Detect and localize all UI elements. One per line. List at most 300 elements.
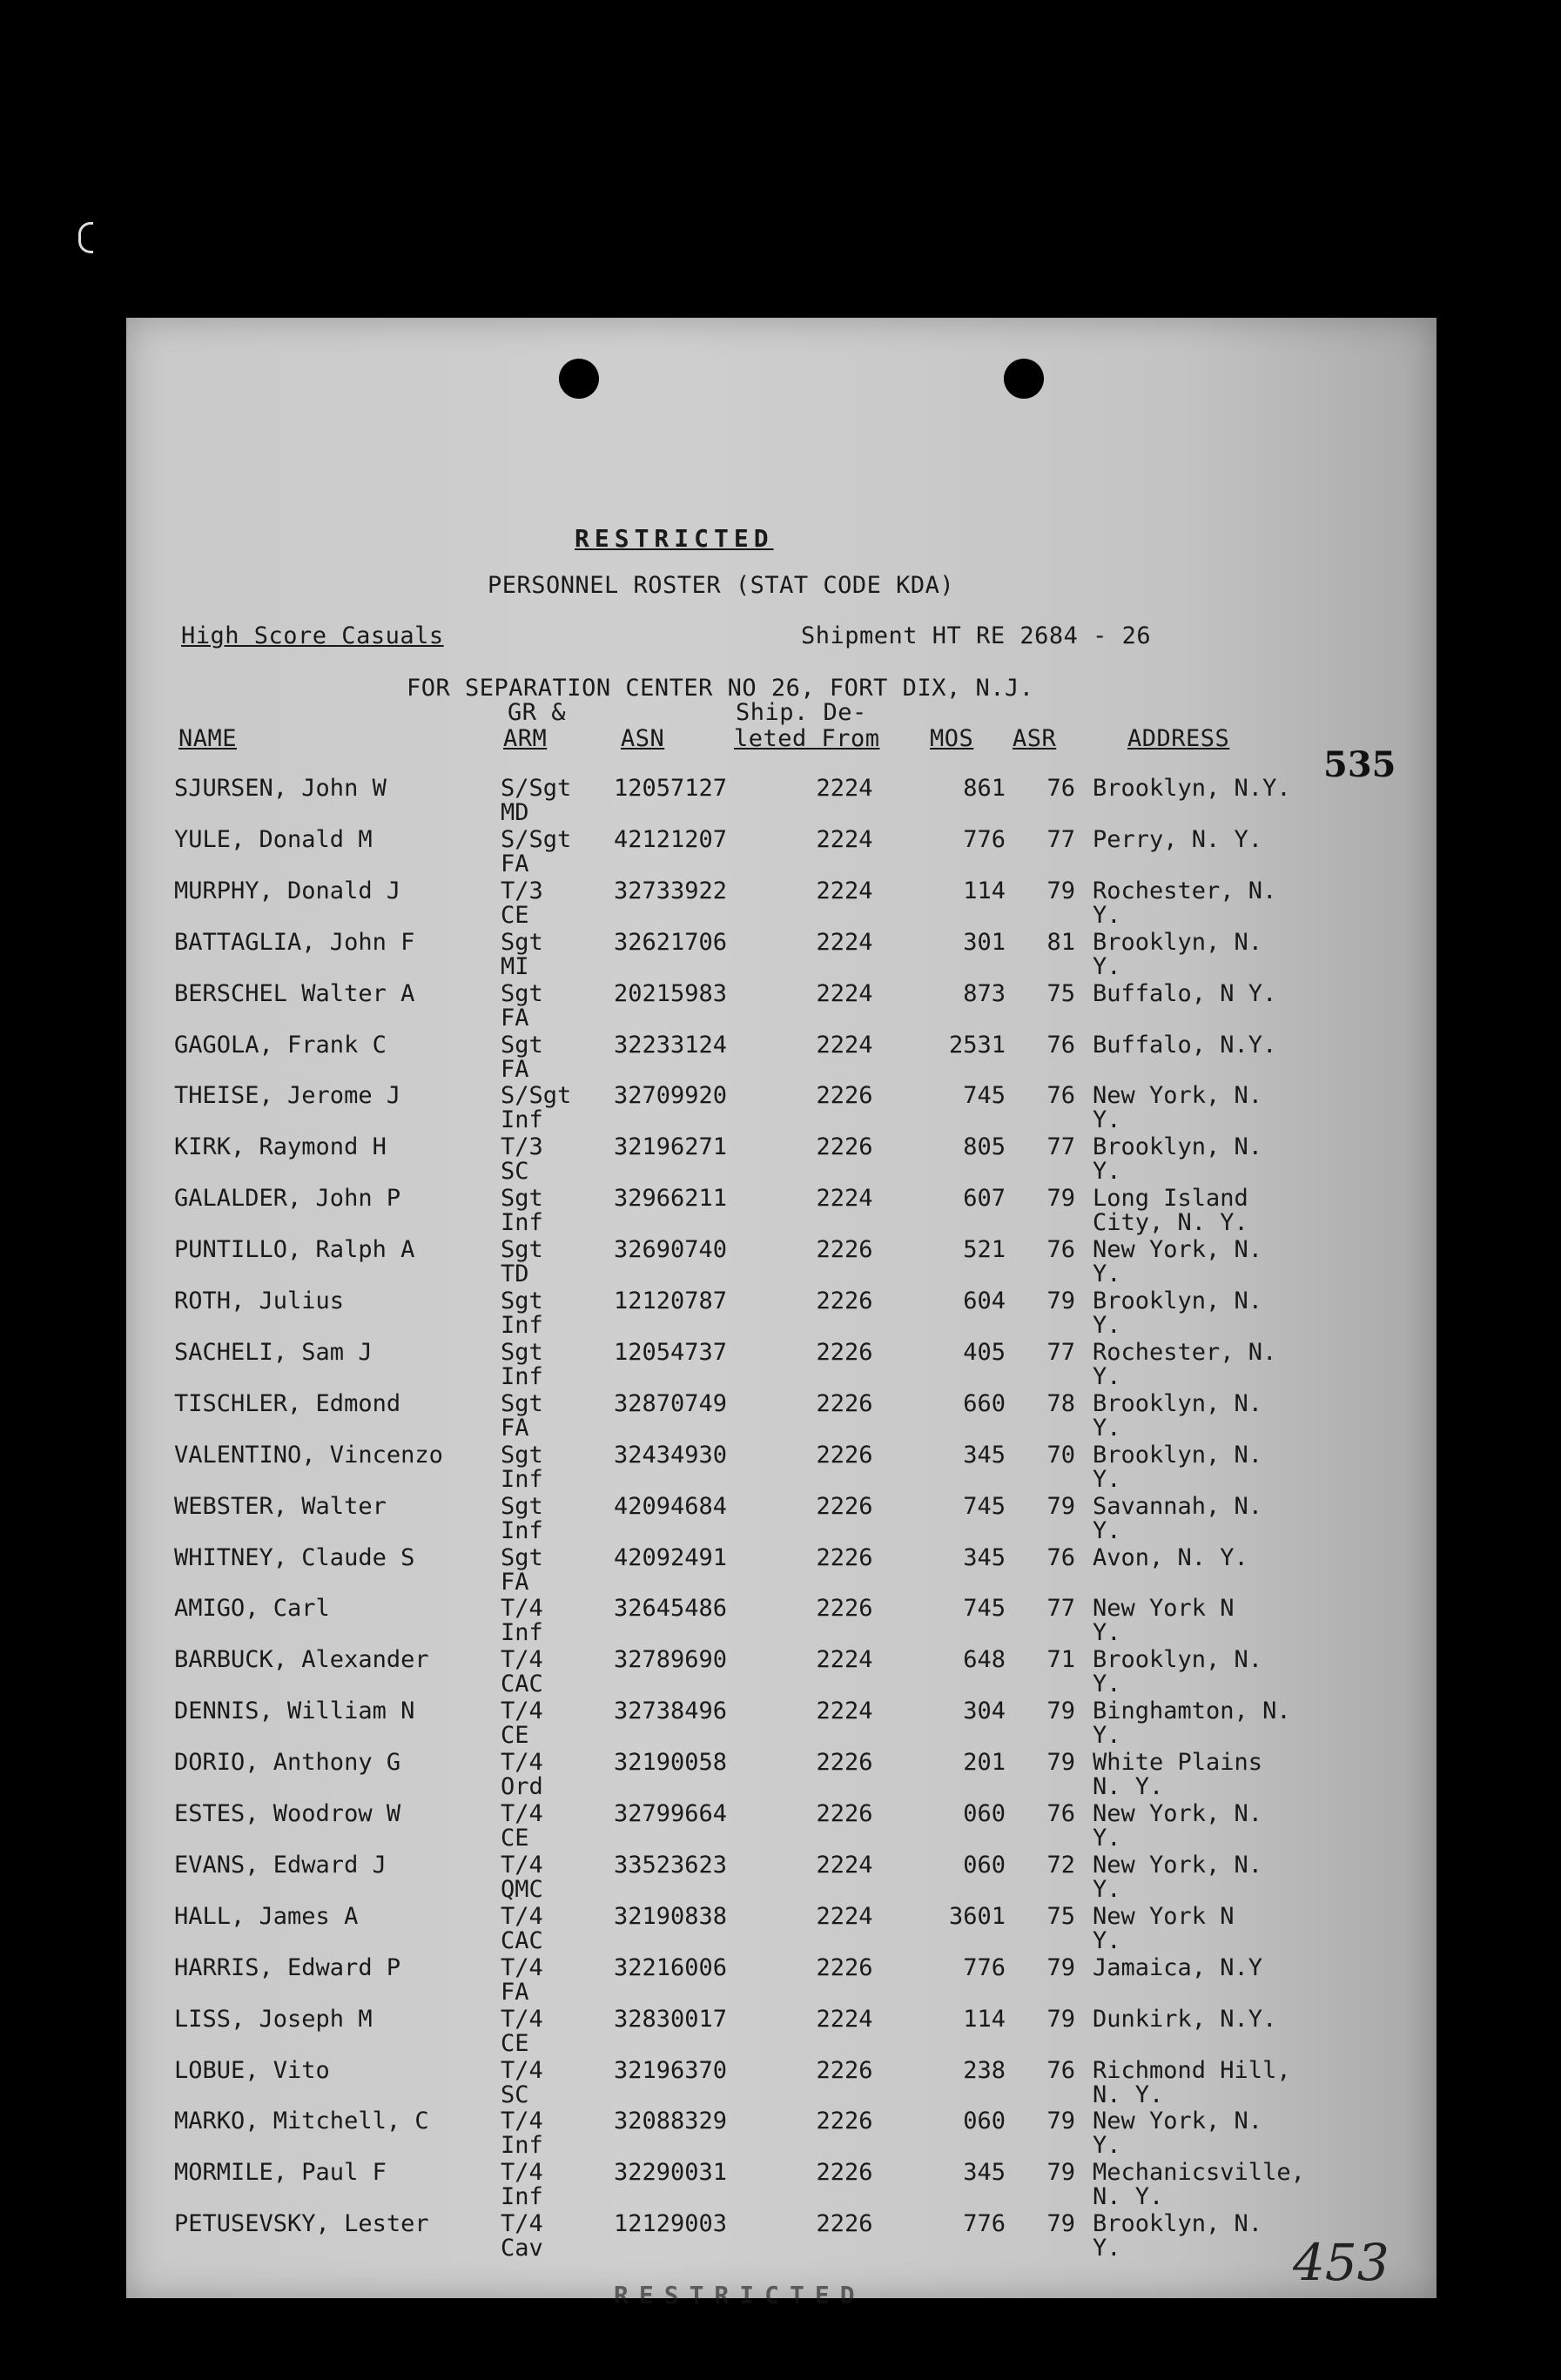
row-asn: 42094684 (614, 1492, 728, 1520)
col-gr-top: GR & (508, 699, 567, 726)
table-row (126, 1903, 1437, 1954)
row-asr: 77 (1046, 1338, 1075, 1366)
row-asr: 78 (1046, 1389, 1075, 1417)
row-ship-from: 2226 (816, 2159, 873, 2187)
row-address-line1: Long Island (1093, 1185, 1248, 1213)
row-ship-from: 2224 (816, 877, 873, 904)
row-ship-from: 2226 (816, 2210, 873, 2238)
row-name: MURPHY, Donald J (174, 877, 401, 904)
destination-line: FOR SEPARATION CENTER NO 26, FORT DIX, N.J. (407, 675, 1034, 702)
row-ship-from: 2226 (816, 1595, 873, 1623)
row-ship-from: 2224 (816, 1902, 873, 1930)
row-asn: 32738496 (614, 1698, 728, 1725)
row-asr: 76 (1046, 1082, 1075, 1110)
row-mos: 060 (963, 2108, 1006, 2135)
row-address-line2: N. Y. (1093, 2183, 1164, 2211)
table-row (126, 2210, 1437, 2262)
row-mos: 2531 (948, 1031, 1006, 1059)
row-address-line2: N. Y. (1093, 2081, 1164, 2108)
table-row (126, 2159, 1437, 2210)
row-address-line1: Brooklyn, N. (1093, 928, 1263, 956)
row-asr: 81 (1046, 928, 1075, 956)
row-address-line1: New York, N. (1093, 1800, 1263, 1827)
row-arm: FA (501, 1978, 529, 2006)
row-ship-from: 2226 (816, 2056, 873, 2084)
row-asn: 12057127 (614, 775, 728, 802)
row-arm: CE (501, 1722, 529, 1750)
row-grade: Sgt (501, 1338, 543, 1366)
row-name: GAGOLA, Frank C (174, 1031, 387, 1059)
row-arm: TD (501, 1261, 529, 1288)
row-asn: 32434930 (614, 1441, 728, 1469)
row-asr: 79 (1046, 1953, 1075, 1981)
table-row (126, 1287, 1437, 1339)
row-ship-from: 2224 (816, 2005, 873, 2033)
row-grade: Sgt (501, 1389, 543, 1417)
row-arm: FA (501, 1568, 529, 1596)
row-name: MORMILE, Paul F (174, 2159, 387, 2187)
row-address-line1: Dunkirk, N.Y. (1093, 2005, 1277, 2033)
row-address-line2: City, N. Y. (1093, 1209, 1248, 1237)
row-address-line1: Buffalo, N.Y. (1093, 1031, 1277, 1059)
row-ship-from: 2224 (816, 1851, 873, 1879)
row-asn: 32196370 (614, 2056, 728, 2084)
row-asn: 32088329 (614, 2108, 728, 2135)
row-address-line1: White Plains (1093, 1749, 1263, 1777)
handwritten-number: 453 (1293, 2233, 1389, 2292)
row-asr: 77 (1046, 1595, 1075, 1623)
row-address-line1: Jamaica, N.Y (1093, 1953, 1263, 1981)
row-name: WHITNEY, Claude S (174, 1543, 415, 1571)
classification-heading: RESTRICTED (575, 524, 774, 553)
row-address-line1: Savannah, N. (1093, 1492, 1263, 1520)
col-ship-bottom: leted From (734, 725, 880, 752)
table-row (126, 1800, 1437, 1852)
row-asr: 72 (1046, 1851, 1075, 1879)
row-address-line1: Perry, N. Y. (1093, 825, 1263, 853)
row-address-line2: Y. (1093, 901, 1121, 929)
row-name: SJURSEN, John W (174, 775, 387, 802)
row-asn: 32290031 (614, 2159, 728, 2187)
col-name: NAME (178, 725, 238, 752)
row-arm: SC (501, 2081, 529, 2108)
row-asr: 77 (1046, 1133, 1075, 1161)
table-row (126, 2108, 1437, 2159)
row-asn: 32830017 (614, 2005, 728, 2033)
row-grade: S/Sgt (501, 825, 572, 853)
table-row (126, 1390, 1437, 1442)
film-edge-mark (78, 222, 93, 253)
row-asr: 75 (1046, 1902, 1075, 1930)
row-ship-from: 2226 (816, 1287, 873, 1314)
row-address-line2: Y. (1093, 2132, 1121, 2160)
row-mos: 345 (963, 1543, 1006, 1571)
row-address-line2: Y. (1093, 2235, 1121, 2262)
row-grade: T/4 (501, 1595, 543, 1623)
row-asn: 42092491 (614, 1543, 728, 1571)
col-address: ADDRESS (1127, 725, 1230, 752)
row-arm: FA (501, 850, 529, 877)
row-asn: 32216006 (614, 1953, 728, 1981)
row-address-line2: Y. (1093, 1875, 1121, 1903)
row-address-line2: Y. (1093, 1671, 1121, 1698)
row-name: BARBUCK, Alexander (174, 1646, 429, 1674)
table-row (126, 1749, 1437, 1800)
row-name: WEBSTER, Walter (174, 1492, 387, 1520)
row-asr: 75 (1046, 979, 1075, 1007)
row-asr: 79 (1046, 2159, 1075, 2187)
table-row (126, 1133, 1437, 1185)
table-row (126, 929, 1437, 980)
row-address-line1: Brooklyn, N.Y. (1093, 775, 1291, 802)
row-ship-from: 2224 (816, 825, 873, 853)
row-arm: SC (501, 1158, 529, 1186)
row-grade: Sgt (501, 928, 543, 956)
row-mos: 660 (963, 1389, 1006, 1417)
row-mos: 3601 (948, 1902, 1006, 1930)
row-ship-from: 2224 (816, 1698, 873, 1725)
row-asn: 42121207 (614, 825, 728, 853)
row-address-line1: New York, N. (1093, 1851, 1263, 1879)
row-asn: 32233124 (614, 1031, 728, 1059)
table-row (126, 877, 1437, 929)
row-name: SACHELI, Sam J (174, 1338, 373, 1366)
row-grade: T/4 (501, 1953, 543, 1981)
table-row (126, 826, 1437, 877)
row-address-line2: Y. (1093, 1825, 1121, 1852)
row-name: ROTH, Julius (174, 1287, 345, 1314)
row-arm: CAC (501, 1671, 543, 1698)
row-asr: 71 (1046, 1646, 1075, 1674)
row-mos: 745 (963, 1082, 1006, 1110)
row-address-line2: Y. (1093, 1516, 1121, 1544)
row-asn: 32733922 (614, 877, 728, 904)
row-address-line1: Binghamton, N. (1093, 1698, 1291, 1725)
row-arm: Inf (501, 2132, 543, 2160)
row-address-line2: Y. (1093, 1158, 1121, 1186)
row-mos: 114 (963, 877, 1006, 904)
row-address-line2: Y. (1093, 1261, 1121, 1288)
table-row (126, 2057, 1437, 2108)
table-row (126, 775, 1437, 826)
row-asr: 70 (1046, 1441, 1075, 1469)
row-mos: 648 (963, 1646, 1006, 1674)
row-name: MARKO, Mitchell, C (174, 2108, 429, 2135)
row-mos: 201 (963, 1749, 1006, 1777)
row-grade: T/4 (501, 1698, 543, 1725)
row-grade: T/4 (501, 2210, 543, 2238)
table-row (126, 1339, 1437, 1390)
row-asr: 79 (1046, 2108, 1075, 2135)
row-arm: Inf (501, 2183, 543, 2211)
row-mos: 745 (963, 1595, 1006, 1623)
page-number: 535 (1323, 744, 1396, 785)
row-grade: T/4 (501, 1800, 543, 1827)
row-address-line2: Y. (1093, 1465, 1121, 1493)
row-arm: Inf (501, 1619, 543, 1647)
row-asn: 32645486 (614, 1595, 728, 1623)
row-grade: Sgt (501, 1492, 543, 1520)
row-asn: 32789690 (614, 1646, 728, 1674)
row-mos: 805 (963, 1133, 1006, 1161)
row-address-line1: Brooklyn, N. (1093, 1389, 1263, 1417)
row-mos: 861 (963, 775, 1006, 802)
row-grade: Sgt (501, 1543, 543, 1571)
row-grade: Sgt (501, 1441, 543, 1469)
punch-hole-right (1004, 359, 1044, 399)
row-grade: Sgt (501, 1185, 543, 1213)
row-asn: 32190058 (614, 1749, 728, 1777)
row-name: PETUSEVSKY, Lester (174, 2210, 429, 2238)
row-arm: MI (501, 952, 529, 980)
row-asr: 79 (1046, 1185, 1075, 1213)
row-asn: 32621706 (614, 928, 728, 956)
row-name: EVANS, Edward J (174, 1851, 387, 1879)
col-asr: ASR (1013, 725, 1057, 752)
row-grade: S/Sgt (501, 775, 572, 802)
table-row (126, 1032, 1437, 1083)
row-ship-from: 2226 (816, 2108, 873, 2135)
row-address-line2: N. Y. (1093, 1773, 1164, 1801)
row-address-line2: Y. (1093, 1926, 1121, 1954)
table-row (126, 1698, 1437, 1749)
shipment-number: Shipment HT RE 2684 - 26 (801, 622, 1152, 649)
row-mos: 521 (963, 1236, 1006, 1264)
row-address-line2: Y. (1093, 952, 1121, 980)
row-asn: 20215983 (614, 979, 728, 1007)
col-asn: ASN (621, 725, 665, 752)
row-address-line1: Brooklyn, N. (1093, 1646, 1263, 1674)
row-name: DORIO, Anthony G (174, 1749, 401, 1777)
row-name: YULE, Donald M (174, 825, 373, 853)
row-address-line1: New York N (1093, 1902, 1235, 1930)
document-title: PERSONNEL ROSTER (STAT CODE KDA) (488, 572, 955, 599)
row-address-line1: New York, N. (1093, 1082, 1263, 1110)
row-ship-from: 2226 (816, 1133, 873, 1161)
row-ship-from: 2224 (816, 775, 873, 802)
row-arm: Cav (501, 2235, 543, 2262)
row-grade: T/4 (501, 1851, 543, 1879)
row-arm: Inf (501, 1312, 543, 1339)
row-grade: T/4 (501, 2056, 543, 2084)
row-address-line1: Avon, N. Y. (1093, 1543, 1248, 1571)
row-name: BERSCHEL Walter A (174, 979, 415, 1007)
row-asr: 79 (1046, 2210, 1075, 2238)
row-name: LOBUE, Vito (174, 2056, 330, 2084)
row-arm: Inf (501, 1362, 543, 1390)
row-mos: 345 (963, 1441, 1006, 1469)
row-arm: CAC (501, 1926, 543, 1954)
group-label: High Score Casuals (181, 622, 444, 649)
table-row (126, 1082, 1437, 1133)
row-grade: T/4 (501, 2005, 543, 2033)
row-address-line1: New York, N. (1093, 2108, 1263, 2135)
table-row (126, 1646, 1437, 1698)
row-grade: Sgt (501, 1287, 543, 1314)
row-grade: Sgt (501, 979, 543, 1007)
row-name: DENNIS, William N (174, 1698, 415, 1725)
row-grade: T/4 (501, 2159, 543, 2187)
row-ship-from: 2226 (816, 1749, 873, 1777)
row-address-line1: Richmond Hill, (1093, 2056, 1291, 2084)
row-asr: 76 (1046, 1800, 1075, 1827)
row-name: LISS, Joseph M (174, 2005, 373, 2033)
row-name: HALL, James A (174, 1902, 359, 1930)
row-mos: 604 (963, 1287, 1006, 1314)
row-arm: FA (501, 1055, 529, 1083)
row-ship-from: 2224 (816, 1031, 873, 1059)
row-address-line1: Brooklyn, N. (1093, 1287, 1263, 1314)
punch-hole-left (559, 359, 599, 399)
row-arm: Ord (501, 1773, 543, 1801)
row-asr: 76 (1046, 1543, 1075, 1571)
row-grade: T/4 (501, 1646, 543, 1674)
row-arm: Inf (501, 1209, 543, 1237)
row-address-line2: Y. (1093, 1619, 1121, 1647)
row-arm: MD (501, 799, 529, 826)
row-asn: 33523623 (614, 1851, 728, 1879)
row-arm: Inf (501, 1106, 543, 1134)
row-arm: FA (501, 1414, 529, 1442)
row-ship-from: 2226 (816, 1082, 873, 1110)
table-row (126, 980, 1437, 1032)
row-asr: 76 (1046, 2056, 1075, 2084)
row-ship-from: 2226 (816, 1800, 873, 1827)
table-row (126, 1442, 1437, 1493)
row-asr: 77 (1046, 825, 1075, 853)
row-address-line1: New York, N. (1093, 1236, 1263, 1264)
row-grade: Sgt (501, 1031, 543, 1059)
row-grade: T/4 (501, 1902, 543, 1930)
row-asr: 79 (1046, 1287, 1075, 1314)
table-row (126, 1954, 1437, 2006)
table-row (126, 1236, 1437, 1287)
row-address-line2: Y. (1093, 1722, 1121, 1750)
row-mos: 060 (963, 1800, 1006, 1827)
row-address-line1: Buffalo, N Y. (1093, 979, 1277, 1007)
row-grade: T/3 (501, 1133, 543, 1161)
roster-page (126, 318, 1437, 2309)
row-asr: 79 (1046, 1492, 1075, 1520)
row-ship-from: 2224 (816, 1646, 873, 1674)
row-grade: T/4 (501, 2108, 543, 2135)
row-address-line2: Y. (1093, 1362, 1121, 1390)
row-address-line1: Brooklyn, N. (1093, 2210, 1263, 2238)
row-grade: Sgt (501, 1236, 543, 1264)
row-mos: 607 (963, 1185, 1006, 1213)
row-grade: T/4 (501, 1749, 543, 1777)
row-asn: 32870749 (614, 1389, 728, 1417)
row-grade: T/3 (501, 877, 543, 904)
row-ship-from: 2226 (816, 1236, 873, 1264)
row-address-line1: Rochester, N. (1093, 1338, 1277, 1366)
row-asn: 32196271 (614, 1133, 728, 1161)
row-ship-from: 2226 (816, 1543, 873, 1571)
footer-classification: RESTRICTED (614, 2281, 865, 2309)
row-mos: 405 (963, 1338, 1006, 1366)
row-arm: CE (501, 1825, 529, 1852)
row-mos: 238 (963, 2056, 1006, 2084)
row-address-line1: New York N (1093, 1595, 1235, 1623)
row-arm: CE (501, 2029, 529, 2057)
row-arm: FA (501, 1004, 529, 1032)
row-address-line1: Rochester, N. (1093, 877, 1277, 904)
row-name: HARRIS, Edward P (174, 1953, 401, 1981)
row-asn: 32799664 (614, 1800, 728, 1827)
row-ship-from: 2224 (816, 928, 873, 956)
row-mos: 304 (963, 1698, 1006, 1725)
row-asn: 12120787 (614, 1287, 728, 1314)
row-mos: 345 (963, 2159, 1006, 2187)
row-arm: CE (501, 901, 529, 929)
row-name: KIRK, Raymond H (174, 1133, 387, 1161)
row-address-line2: Y. (1093, 1106, 1121, 1134)
row-asr: 79 (1046, 877, 1075, 904)
row-address-line2: Y. (1093, 1312, 1121, 1339)
row-asr: 76 (1046, 1236, 1075, 1264)
row-asn: 32190838 (614, 1902, 728, 1930)
row-mos: 301 (963, 928, 1006, 956)
row-mos: 873 (963, 979, 1006, 1007)
row-ship-from: 2224 (816, 979, 873, 1007)
row-asn: 12129003 (614, 2210, 728, 2238)
row-asn: 12054737 (614, 1338, 728, 1366)
row-name: PUNTILLO, Ralph A (174, 1236, 415, 1264)
row-mos: 776 (963, 1953, 1006, 1981)
row-ship-from: 2224 (816, 1185, 873, 1213)
table-row (126, 1595, 1437, 1646)
row-asr: 79 (1046, 2005, 1075, 2033)
table-row (126, 1185, 1437, 1236)
row-asr: 76 (1046, 1031, 1075, 1059)
row-arm: Inf (501, 1516, 543, 1544)
row-arm: QMC (501, 1875, 543, 1903)
row-mos: 060 (963, 1851, 1006, 1879)
row-asn: 32709920 (614, 1082, 728, 1110)
row-name: ESTES, Woodrow W (174, 1800, 401, 1827)
table-row (126, 1852, 1437, 1903)
table-row (126, 1493, 1437, 1544)
row-name: THEISE, Jerome J (174, 1082, 401, 1110)
row-mos: 776 (963, 2210, 1006, 2238)
row-ship-from: 2226 (816, 1441, 873, 1469)
row-grade: S/Sgt (501, 1082, 572, 1110)
col-ship-top: Ship. De- (736, 699, 867, 726)
col-mos: MOS (930, 725, 974, 752)
row-asr: 76 (1046, 775, 1075, 802)
row-name: BATTAGLIA, John F (174, 928, 415, 956)
row-address-line1: Mechanicsville, (1093, 2159, 1305, 2187)
row-ship-from: 2226 (816, 1492, 873, 1520)
row-address-line2: Y. (1093, 1414, 1121, 1442)
table-row (126, 1544, 1437, 1596)
row-address-line1: Brooklyn, N. (1093, 1133, 1263, 1161)
row-name: VALENTINO, Vincenzo (174, 1441, 443, 1469)
table-row (126, 2006, 1437, 2057)
row-name: AMIGO, Carl (174, 1595, 330, 1623)
row-asn: 32966211 (614, 1185, 728, 1213)
row-mos: 114 (963, 2005, 1006, 2033)
row-asr: 79 (1046, 1749, 1075, 1777)
row-ship-from: 2226 (816, 1389, 873, 1417)
row-address-line1: Brooklyn, N. (1093, 1441, 1263, 1469)
col-arm: ARM (503, 725, 548, 752)
row-name: GALALDER, John P (174, 1185, 401, 1213)
row-ship-from: 2226 (816, 1953, 873, 1981)
row-mos: 776 (963, 825, 1006, 853)
row-ship-from: 2226 (816, 1338, 873, 1366)
row-name: TISCHLER, Edmond (174, 1389, 401, 1417)
